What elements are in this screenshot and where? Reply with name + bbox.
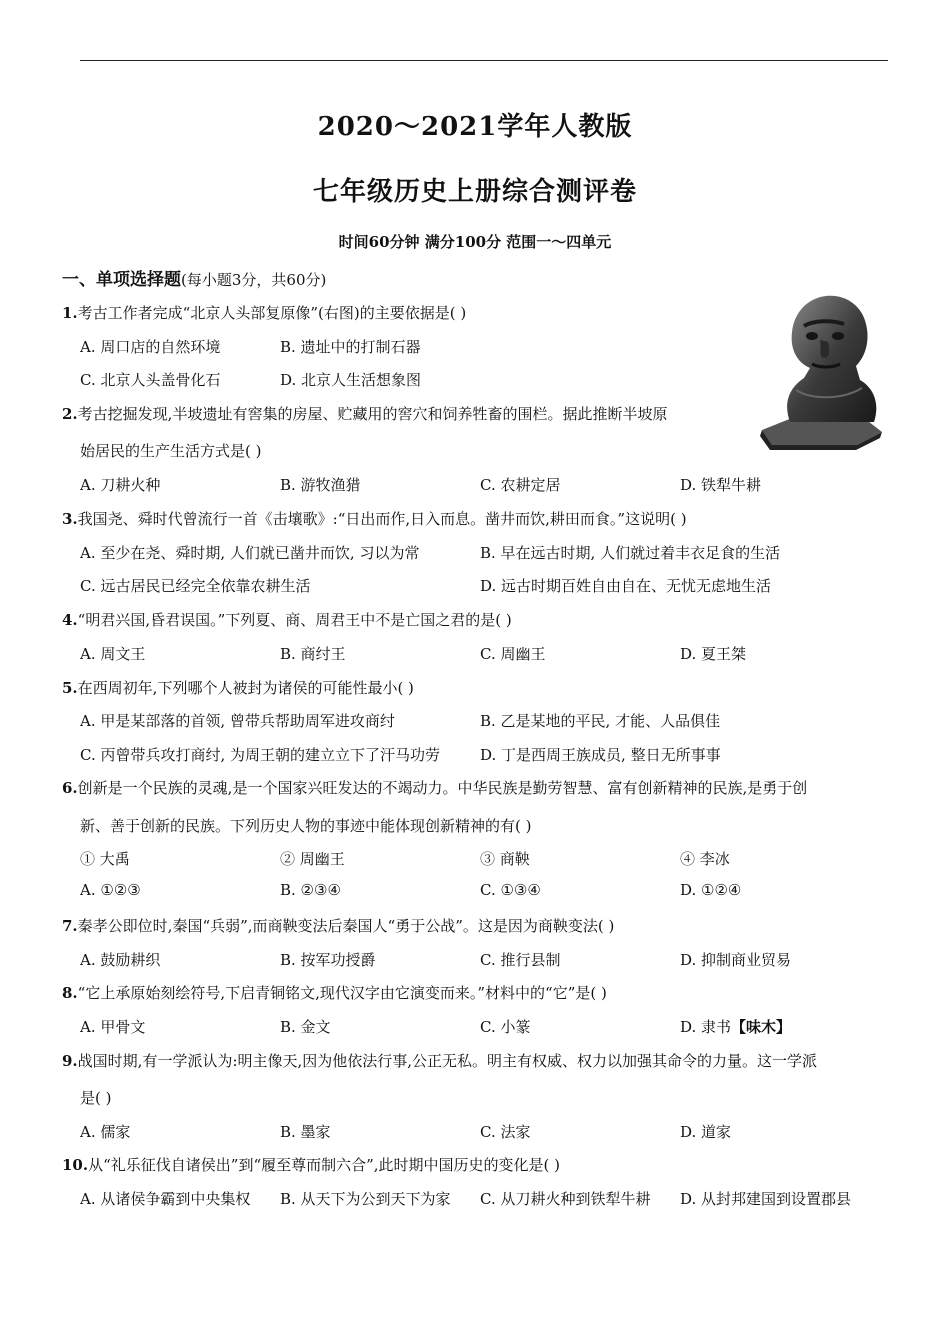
q8-option-a: A. 甲骨文 — [80, 1018, 146, 1036]
q5-option-a: A. 甲是某部落的首领, 曾带兵帮助周军进攻商纣 — [80, 712, 395, 730]
q3-option-b: B. 早在远古时期, 人们就过着丰衣足食的生活 — [480, 544, 781, 562]
q2-option-d: D. 铁犁牛耕 — [680, 476, 762, 494]
question-5 — [62, 677, 414, 698]
peking-man-bust-image — [752, 290, 887, 450]
question-number: 10. — [62, 1156, 89, 1174]
header-rule — [80, 60, 888, 61]
question-number: 8. — [62, 984, 78, 1002]
q4-option-c: C. 周幽王 — [480, 645, 546, 663]
q8-option-c: C. 小篆 — [480, 1018, 531, 1036]
question-text: 我国尧、舜时代曾流行一首《击壤歌》:“日出而作,日入而息。凿井而饮,耕田而食。”这说明( ) — [77, 510, 687, 528]
q2-option-b: B. 游牧渔猎 — [280, 476, 361, 494]
question-number: 1. — [62, 304, 78, 322]
question-text: 创新是一个民族的灵魂,是一个国家兴旺发达的不竭动力。中华民族是勤劳智慧、富有创新精神的民族,是勇于创 — [77, 779, 808, 797]
q6-item-1: ① 大禹 — [80, 850, 130, 868]
question-number: 2. — [62, 405, 78, 423]
question-8 — [62, 982, 607, 1003]
question-text: 战国时期,有一学派认为:明主像天,因为他依法行事,公正无私。明主有权威、权力以加强其命令的力量。这一学派 — [77, 1052, 818, 1070]
q2-option-c: C. 农耕定居 — [480, 476, 561, 494]
q9-option-b: B. 墨家 — [280, 1123, 331, 1141]
watermark-tag: 【味木】 — [731, 1018, 792, 1036]
q10-option-d: D. 从封邦建国到设置郡县 — [680, 1190, 852, 1208]
question-2 — [62, 403, 667, 424]
q3-option-d: D. 远古时期百姓自由自在、无忧无虑地生活 — [480, 577, 772, 595]
q1-option-c: C. 北京人头盖骨化石 — [80, 371, 221, 389]
question-3 — [62, 508, 687, 529]
q10-option-b: B. 从天下为公到天下为家 — [280, 1190, 451, 1208]
question-number: 7. — [62, 917, 78, 935]
question-text: 从“礼乐征伐自诸侯出”到“履至尊而制六合”,此时期中国历史的变化是( ) — [88, 1156, 561, 1174]
q10-option-c: C. 从刀耕火种到铁犁牛耕 — [480, 1190, 651, 1208]
question-number: 6. — [62, 779, 78, 797]
question-6 — [62, 777, 807, 798]
title-line-1: 2020～2021学年人教版 — [317, 112, 633, 142]
question-7 — [62, 915, 614, 936]
title-line-2: 七年级历史上册综合测评卷 — [312, 177, 637, 207]
q3-option-a: A. 至少在尧、舜时期, 人们就已凿井而饮, 习以为常 — [80, 544, 420, 562]
q1-option-b: B. 遗址中的打制石器 — [280, 338, 421, 356]
q4-option-d: D. 夏王桀 — [680, 645, 747, 663]
exam-info: 时间60分钟 满分100分 范围一～四单元 — [338, 233, 612, 251]
q8-option-d — [680, 1016, 791, 1037]
q6-item-4: ④ 李冰 — [680, 850, 730, 868]
question-1 — [62, 302, 466, 323]
q6-option-c: C. ①③④ — [480, 881, 541, 899]
question-9 — [62, 1050, 817, 1071]
q4-option-a: A. 周文王 — [80, 645, 146, 663]
q7-option-c: C. 推行县制 — [480, 951, 561, 969]
question-number: 9. — [62, 1052, 78, 1070]
q3-option-c: C. 远古居民已经完全依靠农耕生活 — [80, 577, 311, 595]
q7-option-d: D. 抑制商业贸易 — [680, 951, 792, 969]
q5-option-d: D. 丁是西周王族成员, 整日无所事事 — [480, 746, 721, 764]
q9-option-c: C. 法家 — [480, 1123, 531, 1141]
section-heading — [62, 265, 326, 290]
q7-option-b: B. 按军功授爵 — [280, 951, 376, 969]
q8-option-b: B. 金文 — [280, 1018, 331, 1036]
question-number: 4. — [62, 611, 78, 629]
q8-option-d-text: D. 隶书 — [680, 1018, 732, 1036]
question-text: 考古工作者完成“北京人头部复原像”(右图)的主要依据是( ) — [77, 304, 467, 322]
q1-option-a: A. 周口店的自然环境 — [80, 338, 221, 356]
question-text: “它上承原始刻绘符号,下启青铜铭文,现代汉字由它演变而来。”材料中的“它”是( ) — [77, 984, 607, 1002]
q6-option-a: A. ①②③ — [80, 881, 141, 899]
question-10 — [62, 1154, 560, 1175]
q6-option-d: D. ①②④ — [680, 881, 742, 899]
q6-option-b: B. ②③④ — [280, 881, 341, 899]
question-6-continued: 新、善于创新的民族。下列历史人物的事迹中能体现创新精神的有( ) — [80, 817, 532, 835]
question-text: 秦孝公即位时,秦国“兵弱”,而商鞅变法后秦国人“勇于公战”。这是因为商鞅变法( ) — [77, 917, 615, 935]
question-4 — [62, 609, 512, 630]
q2-option-a: A. 刀耕火种 — [80, 476, 161, 494]
question-text: 考古挖掘发现,半坡遗址有窖集的房屋、贮藏用的窖穴和饲养牲畜的围栏。据此推断半坡原 — [77, 405, 668, 423]
q9-option-d: D. 道家 — [680, 1123, 732, 1141]
q5-option-b: B. 乙是某地的平民, 才能、人品俱佳 — [480, 712, 721, 730]
question-9-continued: 是( ) — [80, 1089, 112, 1107]
q10-option-a: A. 从诸侯争霸到中央集权 — [80, 1190, 251, 1208]
question-number: 5. — [62, 679, 78, 697]
question-2-continued: 始居民的生产生活方式是( ) — [80, 442, 262, 460]
question-number: 3. — [62, 510, 78, 528]
q5-option-c: C. 丙曾带兵攻打商纣, 为周王朝的建立立下了汗马功劳 — [80, 746, 441, 764]
q1-option-d: D. 北京人生活想象图 — [280, 371, 422, 389]
question-text: “明君兴国,昏君误国。”下列夏、商、周君王中不是亡国之君的是( ) — [77, 611, 512, 629]
q7-option-a: A. 鼓励耕织 — [80, 951, 161, 969]
q9-option-a: A. 儒家 — [80, 1123, 131, 1141]
section-note: (每小题3分，共60分) — [181, 271, 327, 289]
question-text: 在西周初年,下列哪个人被封为诸侯的可能性最小( ) — [77, 679, 414, 697]
q6-item-2: ② 周幽王 — [280, 850, 345, 868]
q4-option-b: B. 商纣王 — [280, 645, 346, 663]
section-title: 一、单项选择题 — [62, 270, 181, 290]
q6-item-3: ③ 商鞅 — [480, 850, 530, 868]
